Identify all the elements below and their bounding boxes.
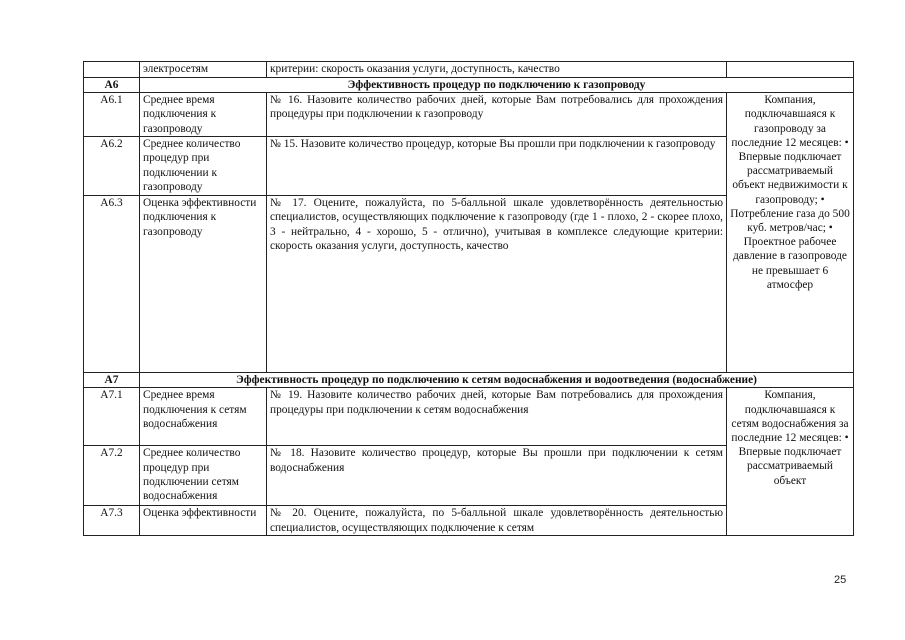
section-code: А6 (84, 78, 140, 93)
respondent-criteria: Компания, подключавшаяся к сетям водоснабжения за последние 12 месяцев: • Впервые подключает рассматриваемый объект (727, 388, 854, 536)
table-row (84, 93, 854, 137)
table-row (84, 388, 854, 446)
page-number: 25 (834, 574, 847, 586)
survey-question: № 18. Назовите количество процедур, которые Вы прошли при подключении к сетям водоснабжения (267, 446, 727, 506)
survey-question: критерии: скорость оказания услуги, доступность, качество (267, 62, 727, 78)
row-code: А6.2 (84, 137, 140, 196)
row-code: А6.1 (84, 93, 140, 137)
indicators-table (83, 61, 854, 536)
row-code: А7.2 (84, 446, 140, 506)
indicator-name: Среднее количество процедур при подключении сетям водоснабжения (140, 446, 267, 506)
survey-question: № 20. Оцените, пожалуйста, по 5-балльной шкале удовлетворённость деятельностью специалистов, осуществляющих подключение к сетям (267, 506, 727, 536)
survey-question: № 15. Назовите количество процедур, которые Вы прошли при подключении к газопроводу (267, 137, 727, 196)
row-code (84, 62, 140, 78)
respondent-criteria (727, 62, 854, 78)
section-title: Эффективность процедур по подключению к газопроводу (140, 78, 854, 93)
section-code: А7 (84, 373, 140, 388)
row-code: А7.3 (84, 506, 140, 536)
survey-question: № 16. Назовите количество рабочих дней, которые Вам потребовались для прохождения процедуры при подключении к газопроводу (267, 93, 727, 137)
indicator-name: Оценка эффективности (140, 506, 267, 536)
section-header (84, 78, 854, 93)
indicator-name: Оценка эффективности подключения к газопроводу (140, 196, 267, 373)
indicator-name: электросетям (140, 62, 267, 78)
indicator-name: Среднее время подключения к сетям водоснабжения (140, 388, 267, 446)
survey-question: № 19. Назовите количество рабочих дней, которые Вам потребовались для прохождения процедуры при подключении к сетям водоснабжения (267, 388, 727, 446)
row-code: А6.3 (84, 196, 140, 373)
survey-question: № 17. Оцените, пожалуйста, по 5-балльной шкале удовлетворённость деятельностью специалистов, осуществляющих подключение к газопроводу (где 1 - плохо, 2 - скорее плохо, 3 - нейтрально, 4 - хорошо, 5 - отлично), учитывая в комплексе следующие критерии: скорость оказания услуги, доступность, качество (267, 196, 727, 373)
row-code: А7.1 (84, 388, 140, 446)
indicator-name: Среднее количество процедур при подключении к газопроводу (140, 137, 267, 196)
section-title: Эффективность процедур по подключению к сетям водоснабжения и водоотведения (водоснабжение) (140, 373, 854, 388)
section-header (84, 373, 854, 388)
table-row (84, 62, 854, 78)
respondent-criteria: Компания, подключавшаяся к газопроводу за последние 12 месяцев: • Впервые подключает рассматриваемый объект недвижимости к газопроводу; • Потребление газа до 500 куб. метров/час; • Проектное рабочее давление в газопроводе не превышает 6 атмосфер (727, 93, 854, 373)
indicator-name: Среднее время подключения к газопроводу (140, 93, 267, 137)
